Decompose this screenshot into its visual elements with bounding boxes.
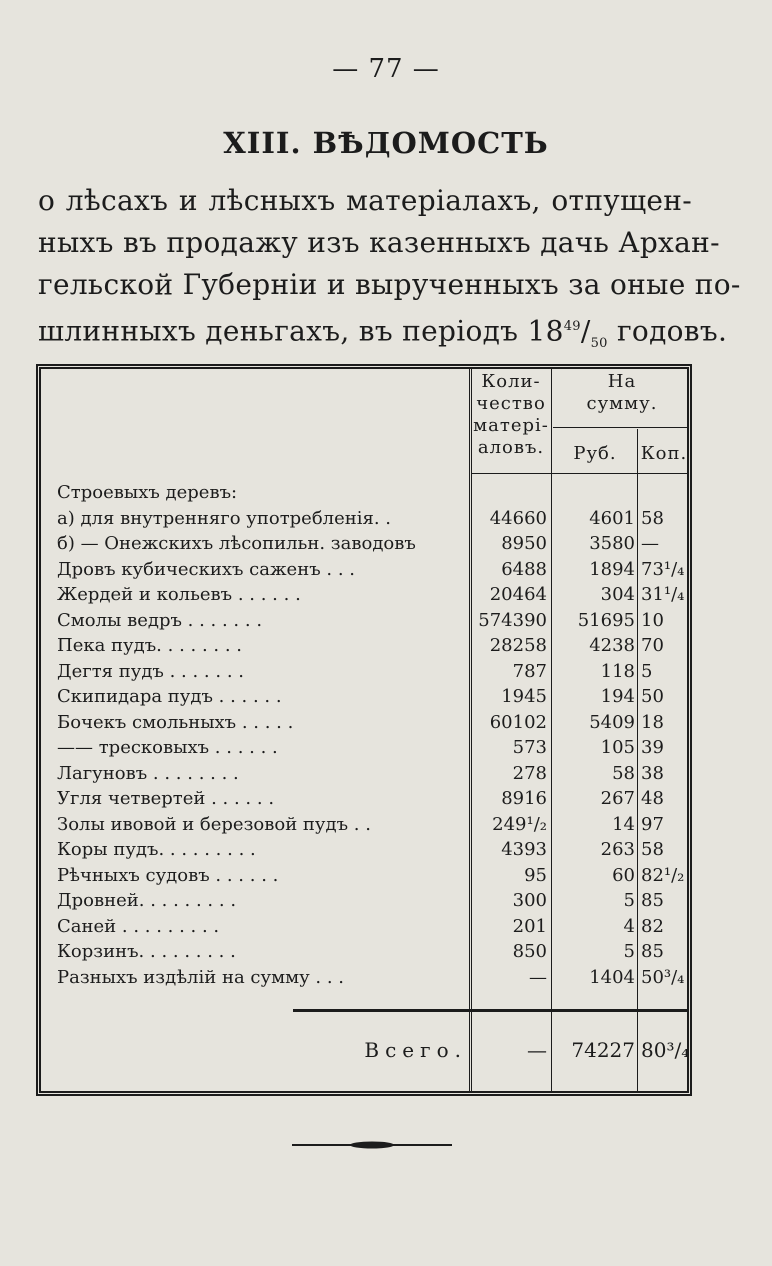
table-row xyxy=(41,558,687,582)
row-kopecks: 70 xyxy=(641,635,664,656)
row-quantity: 6488 xyxy=(501,558,547,580)
table-row xyxy=(41,787,687,811)
row-label: Дровъ кубическихъ саженъ . . . xyxy=(57,558,355,580)
row-label: Дегтя пудъ . . . . . . . xyxy=(57,660,244,682)
row-quantity: 574390 xyxy=(478,609,547,631)
row-label: Дровней. . . . . . . . . xyxy=(57,890,237,911)
row-label: Корзинъ. . . . . . . . . xyxy=(57,941,236,962)
row-rubles: 60 xyxy=(612,864,635,886)
intro-paragraph xyxy=(38,180,741,365)
table-row xyxy=(41,889,687,913)
row-kopecks: 85 xyxy=(641,941,664,962)
row-label: Пека пудъ. . . . . . . . xyxy=(57,635,243,656)
header-quantity-line: чество xyxy=(476,393,546,414)
row-quantity: 8916 xyxy=(501,788,547,809)
row-label: Строевыхъ деревъ: xyxy=(57,482,238,503)
row-rubles: 194 xyxy=(600,686,635,707)
header-bottom-rule xyxy=(471,473,687,474)
row-label: Рѣчныхъ судовъ . . . . . . xyxy=(57,864,279,886)
row-quantity: 573 xyxy=(512,737,547,758)
row-quantity: 44660 xyxy=(489,507,547,529)
header-sum xyxy=(555,371,689,415)
period-sup: 49 xyxy=(563,319,581,334)
row-kopecks: 58 xyxy=(641,507,664,529)
period-sub: 50 xyxy=(590,335,608,351)
table-row xyxy=(41,813,687,837)
row-quantity: 850 xyxy=(512,941,547,962)
row-quantity: 300 xyxy=(512,890,547,911)
table-row xyxy=(41,838,687,862)
row-quantity: — xyxy=(529,966,547,988)
row-kopecks: 73¹/₄ xyxy=(641,558,685,580)
table-row xyxy=(41,736,687,760)
row-kopecks: — xyxy=(641,533,659,554)
row-quantity: 8950 xyxy=(501,533,547,554)
header-sum-underline xyxy=(553,427,687,428)
table-row xyxy=(41,660,687,684)
header-rub: Руб. xyxy=(573,443,617,464)
row-label: Бочекъ смольныхъ . . . . . xyxy=(57,711,294,733)
intro-line: о лѣсахъ и лѣсныхъ матеріалахъ, отпущен- xyxy=(38,184,692,217)
row-rubles: 267 xyxy=(600,788,635,809)
table-row xyxy=(41,507,687,531)
table-row xyxy=(41,864,687,888)
row-quantity: 278 xyxy=(512,762,547,784)
row-label: Смолы ведръ . . . . . . . xyxy=(57,609,263,631)
row-rubles: 51695 xyxy=(577,609,635,631)
row-rubles: 263 xyxy=(600,839,635,860)
row-label: Лагуновъ . . . . . . . . xyxy=(57,762,239,784)
row-kopecks: 18 xyxy=(641,711,664,733)
header-quantity xyxy=(473,371,549,459)
total-kopecks: 80³/₄ xyxy=(641,1038,690,1062)
period-tail: годовъ. xyxy=(607,314,728,348)
table-row xyxy=(41,634,687,658)
row-rubles: 4601 xyxy=(589,507,635,529)
table-row xyxy=(41,711,687,735)
row-kopecks: 50³/₄ xyxy=(641,966,685,988)
ornament-rule xyxy=(292,1140,452,1150)
row-quantity: 201 xyxy=(512,915,547,937)
row-label: Жердей и кольевъ . . . . . . xyxy=(57,584,301,605)
row-label: б) — Онежскихъ лѣсопильн. заводовъ xyxy=(57,533,416,554)
row-rubles: 118 xyxy=(600,660,635,682)
statement-table xyxy=(36,364,692,1096)
row-rubles: 4238 xyxy=(589,635,635,656)
table-row xyxy=(41,583,687,607)
table-row xyxy=(41,609,687,633)
row-kopecks: 48 xyxy=(641,788,664,809)
intro-line: шлинныхъ деньгахъ, въ періодъ 18 xyxy=(38,314,564,348)
row-quantity: 60102 xyxy=(489,711,547,733)
row-kopecks: 97 xyxy=(641,813,664,835)
row-label: Золы ивовой и березовой пудъ . . xyxy=(57,813,371,835)
page-number: — 77 — xyxy=(332,54,440,84)
row-kopecks: 38 xyxy=(641,762,664,784)
total-quantity: — xyxy=(527,1038,547,1062)
row-quantity: 95 xyxy=(524,864,547,886)
row-quantity: 20464 xyxy=(489,584,547,605)
intro-line-period xyxy=(38,306,728,365)
row-kopecks: 31¹/₄ xyxy=(641,584,685,605)
row-label: Разныхъ издѣлій на сумму . . . xyxy=(57,966,345,988)
row-quantity: 4393 xyxy=(501,839,547,860)
row-quantity: 28258 xyxy=(489,635,547,656)
period-slash: / xyxy=(580,314,591,348)
row-rubles: 105 xyxy=(600,737,635,758)
table-row xyxy=(41,915,687,939)
row-kopecks: 58 xyxy=(641,839,664,860)
header-sum-line: На xyxy=(607,371,637,392)
header-quantity-line: матері- xyxy=(473,415,549,436)
row-rubles: 304 xyxy=(600,584,635,605)
row-rubles: 5 xyxy=(623,890,635,911)
row-label: а) для внутренняго употребленія. . xyxy=(57,507,392,529)
row-kopecks: 82 xyxy=(641,915,664,937)
row-rubles: 5 xyxy=(623,941,635,962)
row-kopecks: 50 xyxy=(641,686,664,707)
header-kop: Коп. xyxy=(640,443,688,464)
table-row xyxy=(41,966,687,990)
row-kopecks: 85 xyxy=(641,890,664,911)
table-row xyxy=(41,481,687,505)
table-row xyxy=(41,532,687,556)
row-rubles: 1404 xyxy=(589,966,635,988)
total-label: Всего. xyxy=(364,1038,467,1062)
row-kopecks: 5 xyxy=(641,660,653,682)
table-row xyxy=(41,685,687,709)
row-quantity: 787 xyxy=(512,660,547,682)
row-kopecks: 82¹/₂ xyxy=(641,864,685,886)
row-rubles: 5409 xyxy=(589,711,635,733)
row-label: Скипидара пудъ . . . . . . xyxy=(57,686,282,707)
row-quantity: 1945 xyxy=(501,686,547,707)
row-rubles: 14 xyxy=(612,813,635,835)
total-rubles: 74227 xyxy=(571,1038,635,1062)
row-label: Саней . . . . . . . . . xyxy=(57,915,220,937)
row-rubles: 4 xyxy=(623,915,635,937)
row-label: Угля четвертей . . . . . . xyxy=(57,788,275,809)
row-kopecks: 39 xyxy=(641,737,664,758)
row-label: Коры пудъ. . . . . . . . . xyxy=(57,839,256,860)
intro-line: ныхъ въ продажу изъ казенныхъ дачь Архан- xyxy=(38,226,720,259)
header-quantity-line: Коли- xyxy=(481,371,541,392)
total-rule xyxy=(293,1009,689,1012)
row-kopecks: 10 xyxy=(641,609,664,631)
row-label: —— тресковыхъ . . . . . . xyxy=(57,737,278,758)
header-quantity-line: аловъ. xyxy=(477,437,545,458)
row-quantity: 249¹/₂ xyxy=(492,813,547,835)
total-row xyxy=(41,1035,690,1065)
table-row xyxy=(41,762,687,786)
row-rubles: 58 xyxy=(612,762,635,784)
header-sum-line: сумму. xyxy=(586,393,658,414)
row-rubles: 3580 xyxy=(589,533,635,554)
table-row xyxy=(41,940,687,964)
intro-line: гельской Губерніи и вырученныхъ за оные по- xyxy=(38,268,741,301)
document-heading: XIII. ВѢДОМОСТЬ xyxy=(223,126,549,160)
row-rubles: 1894 xyxy=(589,558,635,580)
